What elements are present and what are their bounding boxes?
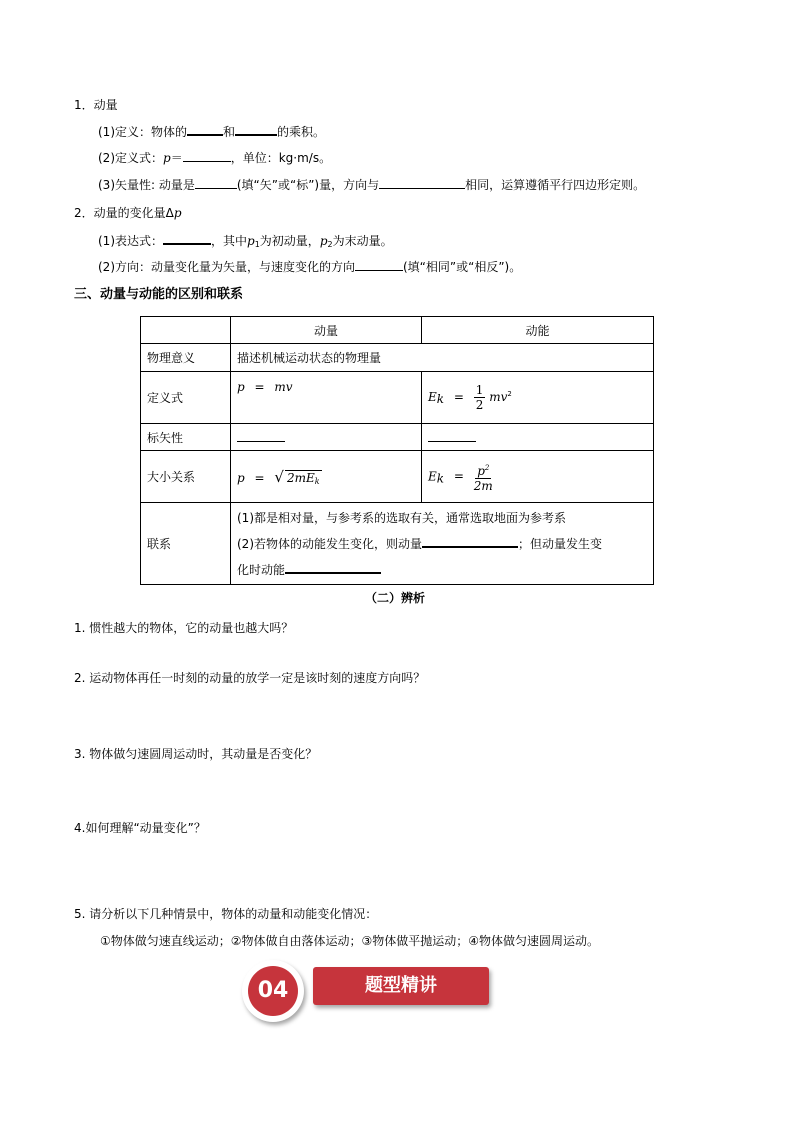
question-1: 1. 惯性越大的物体，它的动量也越大吗？ bbox=[74, 621, 294, 635]
var-p: p bbox=[173, 206, 182, 220]
question-4: 4.如何理解“动量变化”？ bbox=[74, 821, 206, 835]
header-momentum: 动量 bbox=[231, 317, 422, 344]
sqrt-content bbox=[285, 470, 322, 486]
blank[interactable] bbox=[163, 232, 211, 245]
section-3-title: 三、动量与动能的区别和联系 bbox=[74, 287, 244, 302]
header-kinetic-energy: 动能 bbox=[422, 317, 654, 344]
fraction-half bbox=[474, 383, 486, 412]
relation-line-2 bbox=[237, 531, 647, 557]
text: ，单位：kg·m/s。 bbox=[230, 151, 332, 165]
section-2-title bbox=[74, 205, 182, 221]
relation-line-3 bbox=[237, 557, 647, 583]
text: (填“矢”或“标”)量，方向与 bbox=[236, 178, 380, 192]
num-p: p bbox=[477, 463, 485, 478]
momentum-formula-line bbox=[98, 150, 331, 166]
momentum-vector-line bbox=[98, 177, 645, 193]
var-p: p bbox=[163, 151, 171, 165]
delta-p-direction-line bbox=[98, 259, 521, 275]
denominator: 2m bbox=[473, 478, 493, 493]
comparison-table bbox=[140, 316, 654, 585]
text: 和 bbox=[223, 125, 236, 139]
table-row bbox=[141, 372, 654, 424]
text: 的乘积。 bbox=[277, 125, 326, 139]
sub-2: 2 bbox=[327, 240, 333, 249]
relation-line-1: (1)都是相对量，与参考系的选取有关，通常选取地面为参考系 bbox=[237, 510, 567, 525]
blank[interactable] bbox=[183, 150, 231, 162]
blank[interactable] bbox=[428, 430, 476, 442]
math-p: p bbox=[237, 380, 245, 394]
inner: 2mE bbox=[286, 470, 315, 485]
kinetic-energy-vector-scalar bbox=[422, 424, 654, 451]
question-5-detail: ①物体做匀速直线运动；②物体做自由落体运动；③物体做平抛运动；④物体做匀速圆周运动。 bbox=[100, 934, 600, 948]
row-label: 定义式 bbox=[141, 372, 231, 424]
text: (1)定义：物体的 bbox=[98, 125, 187, 139]
delta-p-expression-line bbox=[98, 232, 393, 253]
var-p1: p bbox=[247, 234, 255, 248]
section-1-title: 1．动量 bbox=[74, 98, 118, 112]
blank[interactable] bbox=[195, 177, 237, 189]
var-p2: p bbox=[319, 234, 328, 248]
text: 为初动量， bbox=[259, 234, 320, 248]
row-label: 联系 bbox=[141, 503, 231, 585]
row-label: 物理意义 bbox=[141, 344, 231, 372]
math-E: E bbox=[428, 390, 437, 404]
blank[interactable] bbox=[355, 259, 403, 271]
physical-meaning: 描述机械运动状态的物理量 bbox=[231, 344, 654, 372]
blank[interactable] bbox=[187, 123, 223, 136]
blank[interactable] bbox=[237, 430, 285, 442]
math-eq: = bbox=[453, 390, 464, 404]
text: (1)表达式： bbox=[98, 234, 163, 248]
text: (2)定义式： bbox=[98, 151, 163, 165]
text: (填“相同”或“相反”)。 bbox=[403, 260, 522, 274]
superscript: 2 bbox=[484, 463, 490, 472]
math-eq: = bbox=[254, 380, 265, 394]
momentum-formula bbox=[231, 372, 422, 424]
math-k: k bbox=[436, 392, 445, 406]
table-row bbox=[141, 503, 654, 585]
text: 相同，运算遵循平行四边形定则。 bbox=[465, 178, 646, 192]
question-2: 2. 运动物体再任一时刻的动量的放学一定是该时刻的速度方向吗？ bbox=[74, 671, 426, 685]
table-header-row bbox=[141, 317, 654, 344]
sqrt-icon: √ bbox=[274, 467, 284, 486]
sub-section-title: （二）辨析 bbox=[365, 591, 426, 605]
momentum-definition-line bbox=[98, 123, 325, 140]
superscript: 2 bbox=[507, 390, 512, 398]
table-row bbox=[141, 451, 654, 503]
denominator: 2 bbox=[475, 398, 484, 412]
text: (2)方向：动量变化量为矢量，与速度变化的方向 bbox=[98, 260, 355, 274]
blank[interactable] bbox=[285, 561, 381, 574]
fraction-p2-2m bbox=[474, 461, 493, 493]
math-k: k bbox=[436, 471, 445, 485]
relation-content bbox=[231, 503, 654, 585]
math-mv: mv bbox=[274, 380, 293, 394]
text: (2)若物体的动能发生变化，则动量 bbox=[237, 536, 422, 551]
badge-number: 04 bbox=[248, 966, 298, 1016]
math-eq: = bbox=[254, 470, 265, 485]
text: 2．动量的变化量Δ bbox=[74, 206, 174, 220]
math-eq: = bbox=[453, 469, 464, 483]
math-E: E bbox=[428, 469, 437, 483]
question-3: 3. 物体做匀速圆周运动时，其动量是否变化？ bbox=[74, 747, 318, 761]
table-row bbox=[141, 344, 654, 372]
text: ；但动量发生变 bbox=[518, 536, 603, 551]
text: (3)矢量性: 动量是 bbox=[98, 178, 195, 192]
text: ＝ bbox=[170, 151, 183, 165]
math-p: p bbox=[237, 470, 245, 485]
section-number-badge bbox=[242, 960, 304, 1022]
momentum-vector-scalar bbox=[231, 424, 422, 451]
sub-1: 1 bbox=[254, 240, 260, 249]
row-label: 大小关系 bbox=[141, 451, 231, 503]
numerator bbox=[475, 461, 491, 479]
blank[interactable] bbox=[235, 123, 277, 136]
kinetic-energy-formula bbox=[422, 372, 654, 424]
sub-k: k bbox=[314, 476, 320, 486]
row-label: 标矢性 bbox=[141, 424, 231, 451]
text: ，其中 bbox=[211, 234, 248, 248]
text: 化时动能 bbox=[237, 562, 286, 577]
section-banner: 题型精讲 bbox=[313, 967, 489, 1005]
text: 为末动量。 bbox=[332, 234, 393, 248]
table-row bbox=[141, 424, 654, 451]
math-mv: mv bbox=[489, 390, 508, 404]
numerator: 1 bbox=[475, 383, 484, 397]
momentum-magnitude-formula bbox=[231, 451, 422, 503]
blank[interactable] bbox=[379, 177, 465, 189]
kinetic-energy-magnitude-formula bbox=[422, 451, 654, 503]
question-5: 5. 请分析以下几种情景中，物体的动量和动能变化情况： bbox=[74, 907, 378, 921]
header-empty bbox=[141, 317, 231, 344]
blank[interactable] bbox=[422, 535, 518, 548]
